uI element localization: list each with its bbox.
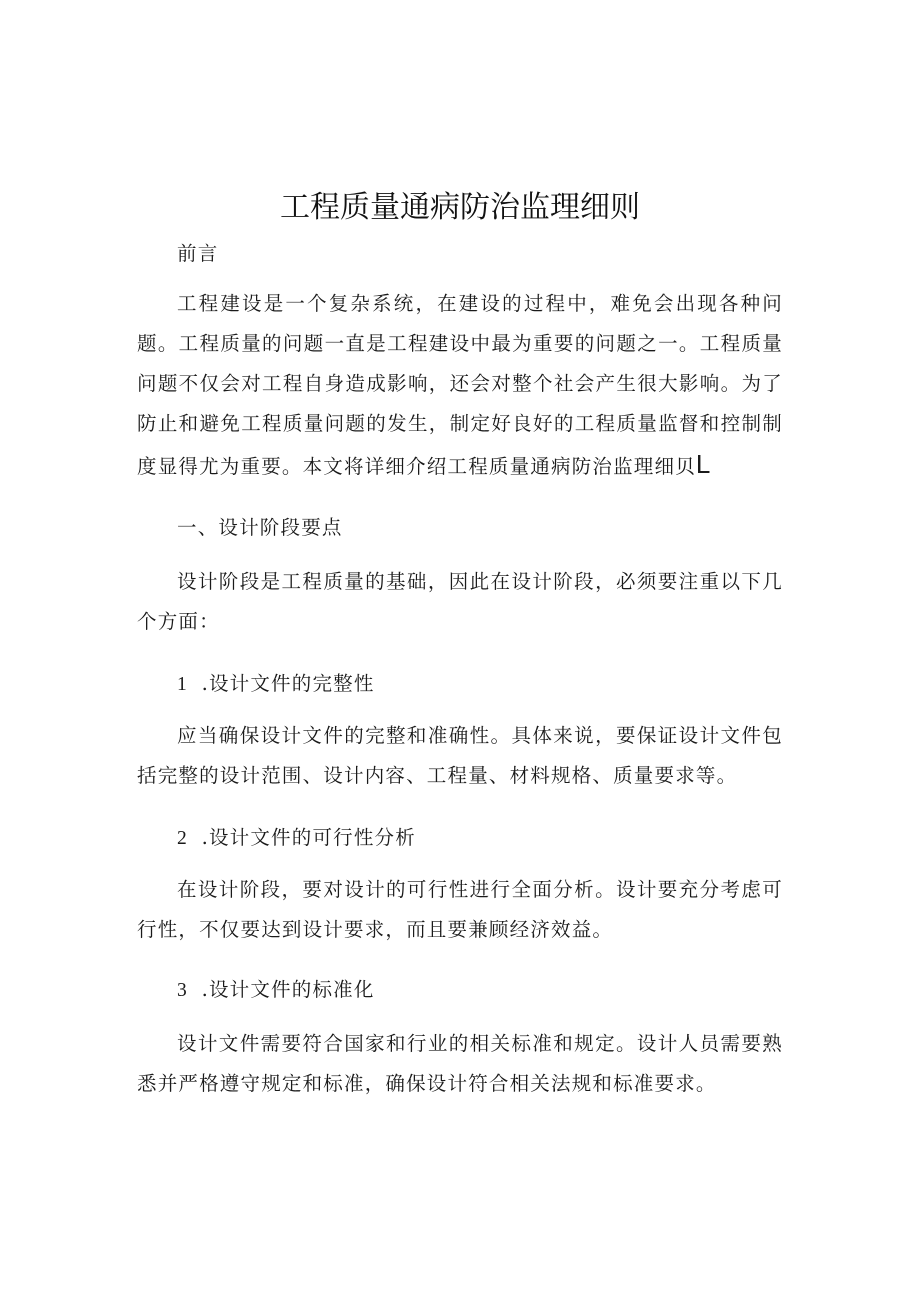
- item-number-2: 2: [177, 828, 187, 849]
- item-body-3: 设计文件需要符合国家和行业的相关标准和规定。设计人员需要熟悉并严格遵守规定和标准，确保设计符合相关法规和标准要求。: [137, 1032, 783, 1095]
- item-heading-1: [177, 664, 777, 705]
- item-heading-2: [177, 818, 777, 859]
- item-title-2: .设计文件的可行性分析: [201, 826, 416, 849]
- intro-tail-mark: L: [695, 449, 711, 479]
- intro-text: 工程建设是一个复杂系统，在建设的过程中，难免会出现各种问题。工程质量的问题一直是工程建设中最为重要的问题之一。工程质量问题不仅会对工程自身造成影响，还会对整个社会产生很大影响。为了防止和避免工程质量问题的发生，制定好良好的工程质量监督和控制制度显得尤为重要。本文将详细介绍工程质量通病防治监理细贝: [137, 292, 783, 478]
- document-title: 工程质量通病防治监理细则: [280, 190, 640, 225]
- item-body-2: 在设计阶段，要对设计的可行性进行全面分析。设计要充分考虑可行性，不仅要达到设计要求，而且要兼顾经济效益。: [137, 878, 783, 941]
- item-title-1: .设计文件的完整性: [201, 672, 375, 695]
- section-heading-design-stage: 一、设计阶段要点: [177, 516, 343, 539]
- item-number-3: 3: [177, 980, 187, 1001]
- section-intro-paragraph: 设计阶段是工程质量的基础，因此在设计阶段，必须要注重以下几个方面：: [137, 570, 783, 633]
- item-title-3: .设计文件的标准化: [201, 978, 375, 1001]
- item-heading-3: [177, 970, 777, 1011]
- item-body-1: 应当确保设计文件的完整和准确性。具体来说，要保证设计文件包括完整的设计范围、设计内容、工程量、材料规格、质量要求等。: [137, 724, 783, 787]
- item-number-1: 1: [177, 674, 187, 695]
- intro-paragraph: [137, 284, 783, 487]
- preface-heading: 前言: [177, 242, 219, 265]
